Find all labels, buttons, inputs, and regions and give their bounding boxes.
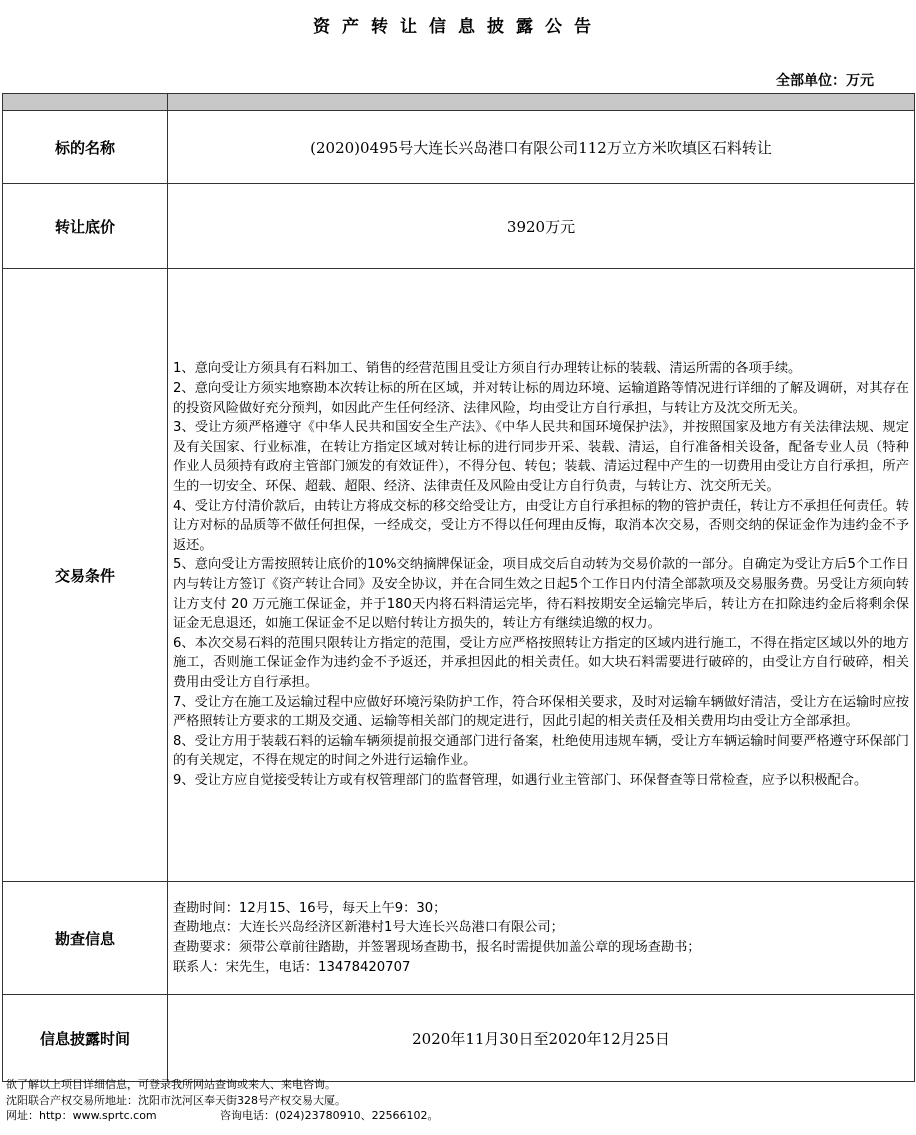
page-title: 资产转让信息披露公告 xyxy=(313,17,603,37)
inspection-text xyxy=(168,882,915,995)
unit-note: 全部单位：万元 xyxy=(776,73,874,89)
header-cell xyxy=(168,94,915,111)
inspection-requirement: 查勘要求：须带公章前往踏勘，并签署现场查勘书，报名时需提供加盖公章的现场查勘书； xyxy=(173,940,701,955)
footer-line-info: 欲了解以上项目详细信息，可登录我所网站查询或来人、来电咨询。 xyxy=(6,1078,336,1091)
website-link[interactable]: 网址：http：www.sprtc.com xyxy=(6,1109,157,1122)
footer-line-address: 沈阳联合产权交易所地址：沈阳市沈河区奉天街328号产权交易大厦。 xyxy=(6,1093,346,1107)
table-header-row xyxy=(3,94,915,111)
row-price xyxy=(3,184,915,269)
condition-item: 7、受让方在施工及运输过程中应做好环境污染防护工作，符合环保相关要求，及时对运输车辆做好清洁，受让方在运输时应按严格照转让方要求的工期及交通、运输等相关部门的规定进行，因此引起的相关责任及相关费用均由受让方全部承担。 xyxy=(173,694,909,730)
condition-item: 1、意向受让方须具有石料加工、销售的经营范围且受让方须自行办理转让标的装载、清运所需的各项手续。 xyxy=(173,361,802,377)
condition-item: 3、受让方须严格遵守《中华人民共和国安全生产法》、《中华人民共和国环境保护法》，并按照国家及地方有关法律法规、规定及有关国家、行业标准，在转让方指定区域对转让标的进行同步开采、装载、清运，自行准备相关设备，配备专业人员（特种作业人员须持有政府主管部门颁发的有效证件），不得分包、转包；装载、清运过程中产生的一切费用由受让方自行承担，所产生的一切安全、环保、超载、超限、经济、法律责任及风险由受让方自行负责，与转让方、沈交所无关。 xyxy=(173,420,909,495)
name-label: 标的名称 xyxy=(3,111,168,184)
price-value: 3920万元 xyxy=(168,184,915,269)
price-label: 转让底价 xyxy=(3,184,168,269)
conditions-text xyxy=(168,269,915,882)
condition-item: 8、受让方用于装载石料的运输车辆须提前报交通部门进行备案，杜绝使用违规车辆，受让方车辆运输时间要严格遵守环保部门的有关规定，不得在规定的时间之外进行运输作业。 xyxy=(173,733,909,769)
footer-line-contact xyxy=(6,1108,439,1124)
conditions-label: 交易条件 xyxy=(3,269,168,882)
phone-number: 咨询电话：(024)23780910、22566102。 xyxy=(220,1109,439,1122)
name-value: (2020)0495号大连长兴岛港口有限公司112万立方米吹填区石料转让 xyxy=(168,111,915,184)
inspection-location: 查勘地点：大连长兴岛经济区新港村1号大连长兴岛港口有限公司； xyxy=(173,920,564,936)
inspection-time: 查勘时间：12月15、16号，每天上午9：30； xyxy=(173,900,447,916)
row-name xyxy=(3,111,915,184)
inspection-contact: 联系人：宋先生，电话：13478420707 xyxy=(173,959,411,975)
condition-item: 5、意向受让方需按照转让底价的10%交纳摘牌保证金，项目成交后自动转为交易价款的一部分。自确定为受让方后5个工作日内与转让方签订《资产转让合同》及安全协议，并在合同生效之日起5个工作日内付清全部款项及交易服务费。另受让方须向转让方支付 20 万元施工保证金，并于180天内将石料清运完毕，待石料按期安全运输完毕后，转让方在扣除违约金后将剩余保证金无息退还，如施工保证金不足以赔付转让方损失的，转让方有继续追缴的权力。 xyxy=(173,557,909,632)
condition-item: 2、意向受让方须实地察勘本次转让标的所在区域，并对转让标的周边环境、运输道路等情况进行详细的了解及调研，对其存在的投资风险做好充分预判，如因此产生任何经济、法律风险，均由受让方自行承担，与转让方及沈交所无关。 xyxy=(173,381,909,416)
header-cell xyxy=(3,94,168,111)
row-disclosure xyxy=(3,995,915,1082)
condition-item: 6、本次交易石料的范围只限转让方指定的范围，受让方应严格按照转让方指定的区域内进行施工，不得在指定区域以外的地方施工，否则施工保证金作为违约金不予返还，并承担因此的相关责任。如大块石料需要进行破碎的，由受让方自行破碎，相关费用由受让方自行承担。 xyxy=(173,635,909,690)
inspection-label: 勘查信息 xyxy=(3,882,168,995)
row-conditions xyxy=(3,269,915,882)
disclosure-table xyxy=(2,93,915,1082)
condition-item: 4、受让方付清价款后，由转让方将成交标的移交给受让方，由受让方自行承担标的物的管护责任，转让方不承担任何责任。转让方对标的品质等不做任何担保，一经成交，受让方不得以任何理由反悔，取消本次交易，否则交纳的保证金作为违约金不予返还。 xyxy=(173,498,909,553)
disclosure-value: 2020年11月30日至2020年12月25日 xyxy=(168,995,915,1082)
condition-item: 9、受让方应自觉接受转让方或有权管理部门的监督管理，如遇行业主管部门、环保督查等日常检查，应予以积极配合。 xyxy=(173,772,868,788)
row-inspection xyxy=(3,882,915,995)
footer xyxy=(6,1077,439,1124)
disclosure-label: 信息披露时间 xyxy=(3,995,168,1082)
